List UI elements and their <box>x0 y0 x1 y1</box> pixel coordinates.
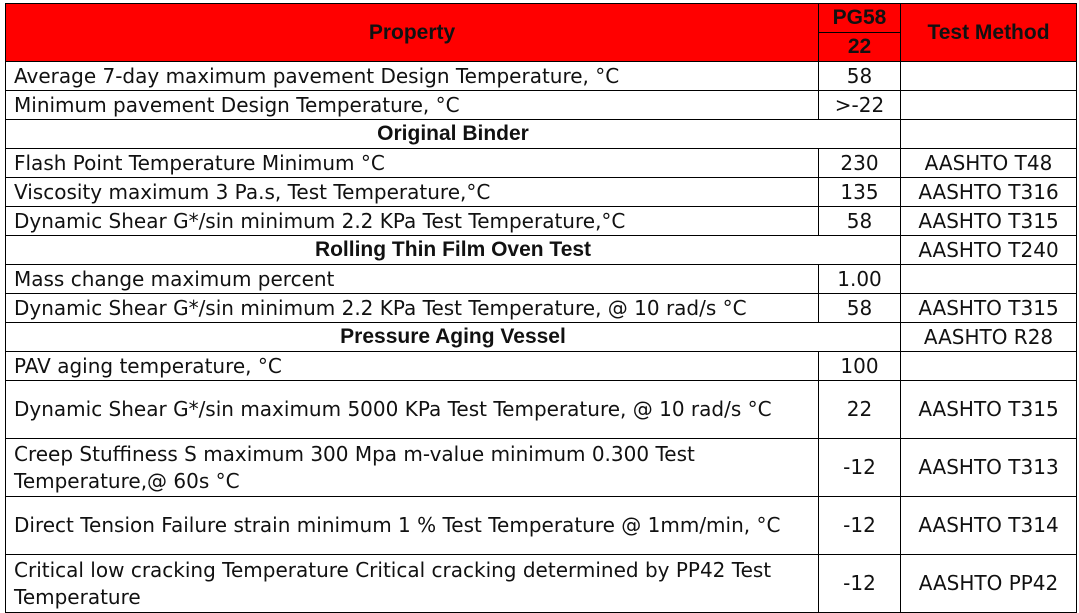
header-property: Property <box>6 4 819 62</box>
section-title: Pressure Aging Vessel <box>6 323 901 352</box>
test-method-cell <box>901 120 1077 149</box>
property-cell: Average 7-day maximum pavement Design Temperature, °C <box>6 62 819 91</box>
test-method-cell: AASHTO T315 <box>901 207 1077 236</box>
table-row <box>6 497 1077 555</box>
grade-value-cell: 58 <box>819 207 901 236</box>
property-cell: Direct Tension Failure strain minimum 1 % Test Temperature @ 1mm/min, °C <box>6 497 819 555</box>
grade-value-cell: 58 <box>819 62 901 91</box>
test-method-cell: AASHTO T313 <box>901 439 1077 497</box>
property-cell: Critical low cracking Temperature Critical cracking determined by PP42 Test Temperature <box>6 555 819 613</box>
table-row <box>6 555 1077 613</box>
property-cell: Creep Stuffiness S maximum 300 Mpa m-value minimum 0.300 Test Temperature,@ 60s °C <box>6 439 819 497</box>
grade-value-cell: 22 <box>819 381 901 439</box>
property-cell: Viscosity maximum 3 Pa.s, Test Temperature,°C <box>6 178 819 207</box>
property-cell: Minimum pavement Design Temperature, °C <box>6 91 819 120</box>
test-method-cell: AASHTO T315 <box>901 294 1077 323</box>
property-cell: Dynamic Shear G*/sin minimum 2.2 KPa Test Temperature,°C <box>6 207 819 236</box>
header-test-method: Test Method <box>901 4 1077 62</box>
grade-value-cell: 230 <box>819 149 901 178</box>
property-cell: Flash Point Temperature Minimum °C <box>6 149 819 178</box>
test-method-cell: AASHTO T315 <box>901 381 1077 439</box>
test-method-cell <box>901 62 1077 91</box>
table-row <box>6 149 1077 178</box>
test-method-cell: AASHTO T314 <box>901 497 1077 555</box>
table-row <box>6 62 1077 91</box>
table-row <box>6 439 1077 497</box>
table-row <box>6 381 1077 439</box>
header-grade-top: PG58 <box>819 4 901 33</box>
test-method-cell: AASHTO T48 <box>901 149 1077 178</box>
grade-value-cell: >-22 <box>819 91 901 120</box>
header-grade-bottom: 22 <box>819 33 901 62</box>
table-header <box>6 4 1077 62</box>
section-row <box>6 323 1077 352</box>
property-cell: Dynamic Shear G*/sin minimum 2.2 KPa Test Temperature, @ 10 rad/s °C <box>6 294 819 323</box>
section-title: Rolling Thin Film Oven Test <box>6 236 901 265</box>
section-row <box>6 120 1077 149</box>
grade-value-cell: 58 <box>819 294 901 323</box>
property-cell: PAV aging temperature, °C <box>6 352 819 381</box>
property-cell: Dynamic Shear G*/sin maximum 5000 KPa Test Temperature, @ 10 rad/s °C <box>6 381 819 439</box>
grade-value-cell: 100 <box>819 352 901 381</box>
test-method-cell: AASHTO PP42 <box>901 555 1077 613</box>
test-method-cell: AASHTO T316 <box>901 178 1077 207</box>
property-cell: Mass change maximum percent <box>6 265 819 294</box>
binder-spec-table <box>5 3 1077 613</box>
grade-value-cell: 135 <box>819 178 901 207</box>
table-row <box>6 91 1077 120</box>
grade-value-cell: -12 <box>819 439 901 497</box>
table-row <box>6 352 1077 381</box>
test-method-cell <box>901 352 1077 381</box>
grade-value-cell: -12 <box>819 497 901 555</box>
section-row <box>6 236 1077 265</box>
table-body <box>6 62 1077 613</box>
table-row <box>6 294 1077 323</box>
table-row <box>6 178 1077 207</box>
section-title: Original Binder <box>6 120 901 149</box>
test-method-cell: AASHTO T240 <box>901 236 1077 265</box>
test-method-cell <box>901 91 1077 120</box>
table-row <box>6 207 1077 236</box>
grade-value-cell: -12 <box>819 555 901 613</box>
grade-value-cell: 1.00 <box>819 265 901 294</box>
test-method-cell <box>901 265 1077 294</box>
table-row <box>6 265 1077 294</box>
test-method-cell: AASHTO R28 <box>901 323 1077 352</box>
